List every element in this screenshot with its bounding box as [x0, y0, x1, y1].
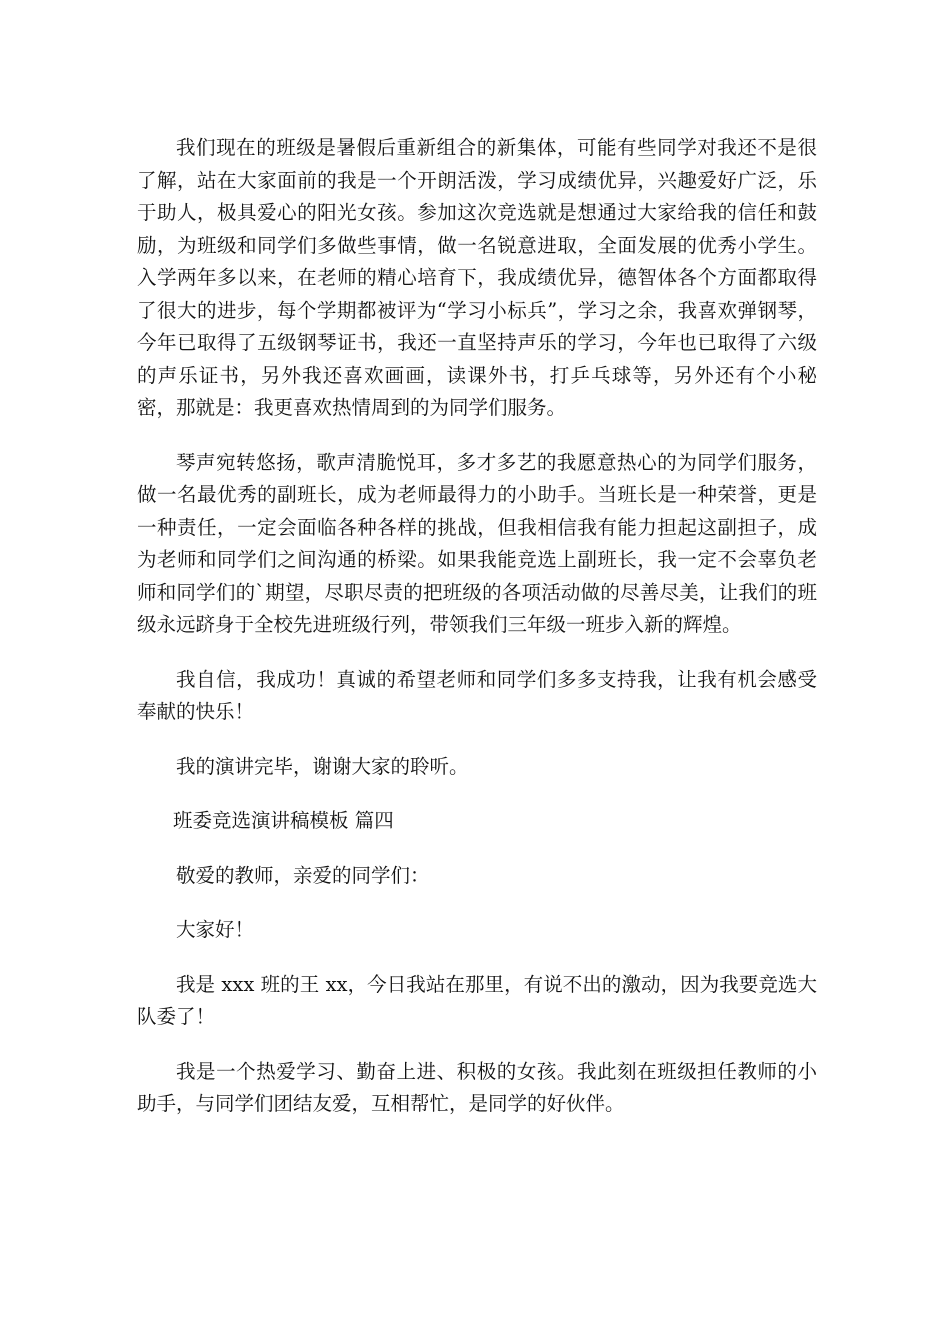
document-body	[137, 132, 817, 1143]
section-heading: 班委竞选演讲稿模板 篇四	[173, 809, 394, 832]
paragraph-hello: 大家好！	[176, 918, 255, 941]
paragraph-self-introduction: 我们现在的班级是暑假后重新组合的新集体，可能有些同学对我还不是很了解，站在大家面前的我是一个开朗活泼，学习成绩优异，兴趣爱好广泛，乐于助人，极具爱心的阳光女孩。参加这次竞选就是想通过大家给我的信任和鼓励，为班级和同学们多做些事情，做一名锐意进取，全面发展的优秀小学生。入学两年多以来，在老师的精心培育下，我成绩优异，德智体各个方面都取得了很大的进步，每个学期都被评为“学习小标兵”，学习之余，我喜欢弹钢琴，今年已取得了五级钢琴证书，我还一直坚持声乐的学习，今年也已取得了六级的声乐证书，另外我还喜欢画画，读课外书，打乒乓球等，另外还有个小秘密，那就是：我更喜欢热情周到的为同学们服务。	[137, 136, 817, 419]
paragraph-candidate-intro: 我是 xxx 班的王 xx，今日我站在那里，有说不出的激动，因为我要竞选大队委了！	[137, 972, 817, 1028]
paragraph-vice-monitor-pledge: 琴声宛转悠扬，歌声清脆悦耳，多才多艺的我愿意热心的为同学们服务，做一名最优秀的副班长，成为老师最得力的小助手。当班长是一种荣誉，更是一种责任，一定会面临各种各样的挑战，但我相信我有能力担起这副担子，成为老师和同学们之间沟通的桥梁。如果我能竞选上副班长，我一定不会辜负老师和同学们的`期望，尽职尽责的把班级的各项活动做的尽善尽美，让我们的班级永远跻身于全校先进班级行列，带领我们三年级一班步入新的辉煌。	[137, 450, 817, 636]
paragraph-greeting-audience: 敬爱的教师，亲爱的同学们：	[176, 863, 430, 887]
paragraph-closing: 我的演讲完毕，谢谢大家的聆听。	[176, 754, 469, 778]
paragraph-candidate-qualities: 我是一个热爱学习、勤奋上进、积极的女孩。我此刻在班级担任教师的小助手，与同学们团结友爱，互相帮忙，是同学的好伙伴。	[137, 1059, 817, 1115]
paragraph-confidence: 我自信，我成功！真诚的希望老师和同学们多多支持我，让我有机会感受奉献的快乐！	[137, 667, 817, 723]
